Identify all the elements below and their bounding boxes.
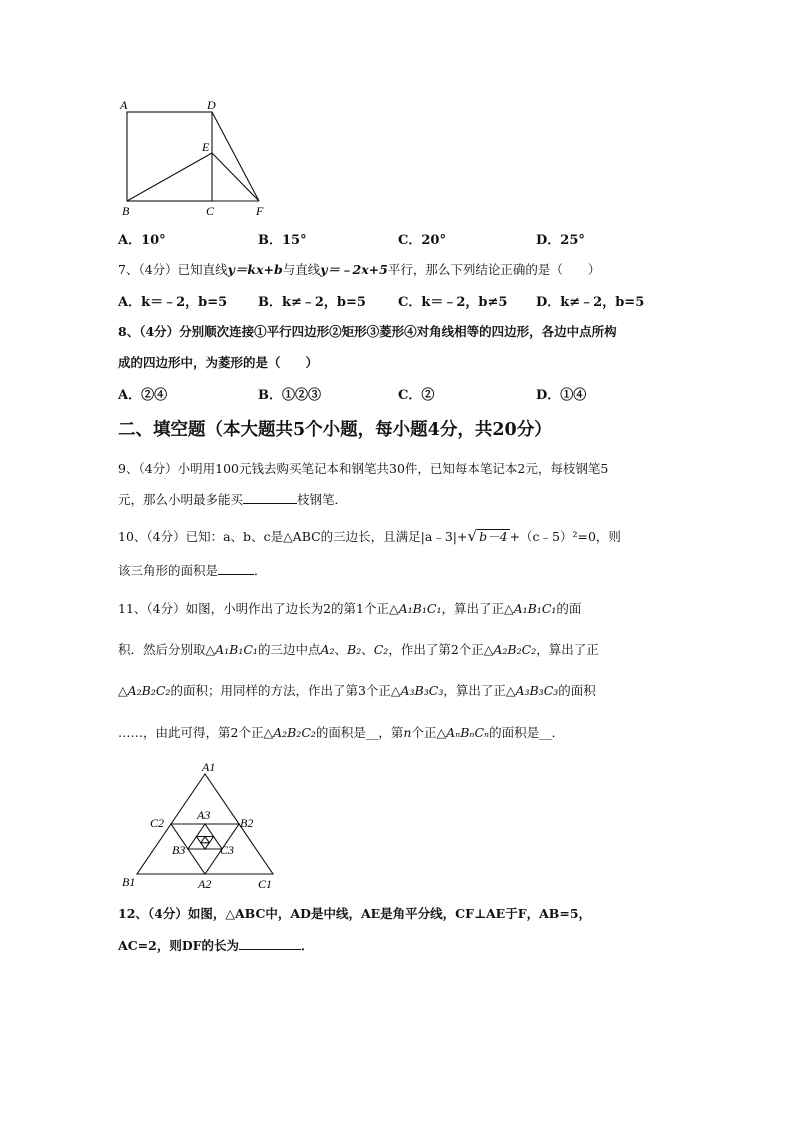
label-E: E xyxy=(202,140,210,154)
q8-stem-line2: 成的四边形中，为菱形的是（ ） xyxy=(118,355,319,370)
q7-option-c: C．k＝﹣2，b≠5 xyxy=(398,295,508,310)
q11-answer-blank-1: __ xyxy=(365,725,379,740)
q10-sqrt: b－4 xyxy=(479,529,508,544)
label-A2: A2 xyxy=(198,877,212,891)
label-C3: C3 xyxy=(220,843,235,857)
q12-answer-blank xyxy=(239,937,301,950)
q11-stem-line1: 11、（4分）如图，小明作出了边长为2的第1个正△A₁B₁C₁，算出了正△A₁B₁C₁的面 xyxy=(118,601,582,616)
q8-option-c: C．② xyxy=(398,388,435,403)
q9-stem-line1: 9、（4分）小明用100元钱去购买笔记本和钢笔共30件，已知每本笔记本2元，每枝钢笔5 xyxy=(118,461,609,476)
geometry-figure-nested-triangles xyxy=(118,757,288,895)
q6-option-a: A．10° xyxy=(118,233,166,248)
q8-option-b: B．①②③ xyxy=(258,388,321,403)
q12-stem-line2: AC=2，则DF的长为 ． xyxy=(118,938,314,953)
label-B2: B2 xyxy=(240,816,254,830)
label-C: C xyxy=(206,204,215,218)
q10-answer-blank xyxy=(218,562,254,575)
q7-option-a: A．k＝﹣2，b=5 xyxy=(118,295,228,310)
q8-option-a: A．②④ xyxy=(118,388,168,403)
q7-option-d: D．k≠﹣2，b=5 xyxy=(536,295,645,310)
segment-ef xyxy=(212,153,259,201)
triangle-level5 xyxy=(201,837,210,843)
q11-answer-blank-2: __ xyxy=(539,725,552,740)
q8-stem-line1: 8、（4分）分别顺次连接①平行四边形②矩形③菱形④对角线相等的四边形，各边中点所构 xyxy=(118,324,617,339)
q6-option-d: D．25° xyxy=(536,233,585,248)
q8-option-d: D．①④ xyxy=(536,388,587,403)
q6-option-c: C．20° xyxy=(398,233,446,248)
label-F: F xyxy=(256,204,264,218)
q6-option-b: B．15° xyxy=(258,233,307,248)
label-A1: A1 xyxy=(202,760,216,774)
label-B1: B1 xyxy=(122,875,136,889)
label-B3: B3 xyxy=(172,843,186,857)
q9-answer-blank xyxy=(243,491,297,504)
segment-be xyxy=(127,153,212,201)
q12-stem-line1: 12、（4分）如图，△ABC中，AD是中线，AE是角平分线，CF⊥AE于F，AB=5， xyxy=(118,906,592,921)
section2-title: 二、填空题（本大题共5个小题，每小题4分，共20分） xyxy=(118,420,552,440)
label-A3: A3 xyxy=(197,808,211,822)
q11-stem-line2: 积．然后分别取△A₁B₁C₁的三边中点A₂、B₂、C₂，作出了第2个正△A₂B₂C₂，算出了正 xyxy=(118,642,599,657)
segment-df xyxy=(212,112,259,201)
square-abcd xyxy=(127,112,212,201)
q11-stem-line3: △A₂B₂C₂的面积；用同样的方法，作出了第3个正△A₃B₃C₃，算出了正△A₃B₃C₃的面积 xyxy=(118,683,596,698)
label-D: D xyxy=(207,98,216,112)
q11-stem-line4: ……，由此可得，第2个正△A₂B₂C₂的面积是__，第n个正△AₙBₙCₙ的面积是__． xyxy=(118,725,565,740)
q10-stem-line2: 该三角形的面积是 ． xyxy=(118,563,267,578)
q7-stem: 7、（4分）已知直线y＝kx+b与直线y＝﹣2x+5平行，那么下列结论正确的是（ ） xyxy=(118,262,601,277)
label-C1: C1 xyxy=(258,877,273,891)
label-A: A xyxy=(120,98,128,112)
q10-stem-line1: 10、（4分）已知：a、b、c是△ABC的三边长，且满足|a﹣3|+√ b－4 +（c﹣5）²=0，则 xyxy=(118,527,621,545)
label-B: B xyxy=(122,204,130,218)
geometry-figure-square xyxy=(110,95,275,220)
q9-stem-line2: 元，那么小明最多能买 枝钢笔． xyxy=(118,492,348,507)
q7-option-b: B．k≠﹣2，b=5 xyxy=(258,295,366,310)
label-C2: C2 xyxy=(150,816,165,830)
